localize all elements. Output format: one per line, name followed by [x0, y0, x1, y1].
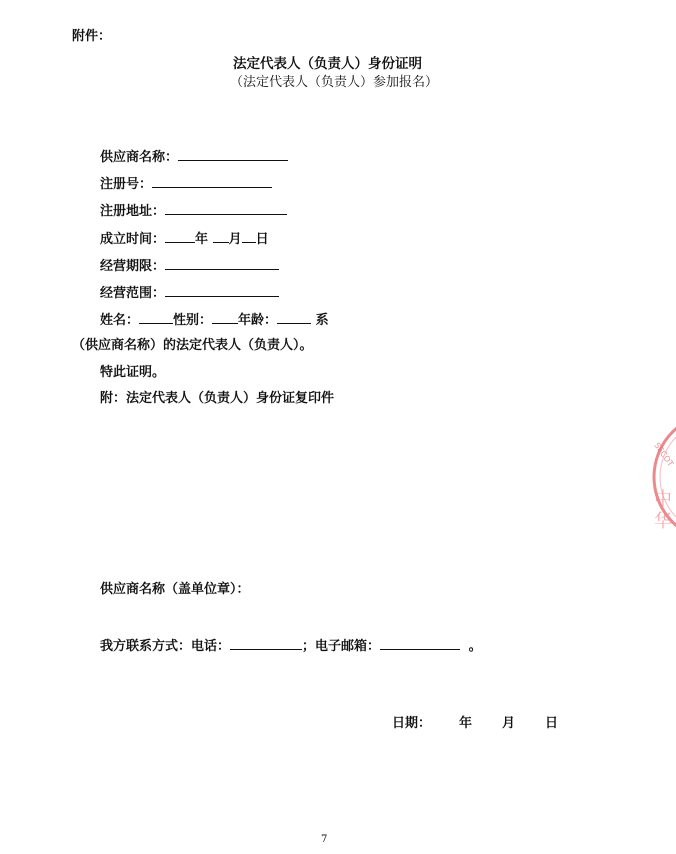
field-business-term-label: 经营期限：	[100, 259, 166, 274]
field-blank	[242, 230, 256, 243]
field-registration-no	[100, 175, 272, 193]
field-blank	[165, 284, 279, 297]
field-blank	[152, 175, 272, 188]
field-registered-address	[100, 202, 287, 220]
field-blank	[139, 311, 173, 324]
svg-text:中: 中	[654, 489, 672, 510]
red-seal-stamp	[640, 405, 676, 550]
attachment-note: 附：法定代表人（负责人）身份证复印件	[100, 391, 335, 406]
field-blank	[212, 311, 238, 324]
statement-line: （供应商名称）的法定代表人（负责人）。	[72, 338, 313, 353]
date-line	[392, 716, 558, 732]
date-year: 年	[459, 716, 473, 731]
seal-line: 供应商名称（盖单位章）：	[100, 582, 250, 597]
date-month: 月	[502, 716, 516, 731]
field-blank	[230, 637, 302, 650]
document-title: 法定代表人（负责人）身份证明	[233, 56, 422, 72]
contact-end: 。	[468, 639, 482, 654]
red-seal-stamp-graphic	[640, 405, 676, 550]
contact-email-label: ；电子邮箱：	[302, 639, 381, 654]
attachment-label: 附件：	[72, 29, 112, 44]
field-business-scope	[100, 284, 279, 302]
svg-text:SECOT: SECOT	[652, 440, 676, 469]
field-age-label: 年龄：	[238, 313, 278, 328]
field-name-label: 姓名：	[100, 313, 140, 328]
field-person	[100, 311, 329, 329]
contact-line	[100, 637, 482, 655]
document-subtitle: （法定代表人（负责人）参加报名）	[230, 75, 439, 90]
field-business-scope-label: 经营范围：	[100, 286, 166, 301]
month-label: 月	[228, 232, 242, 247]
field-blank	[165, 202, 287, 215]
contact-label: 我方联系方式：电话：	[100, 639, 231, 654]
field-supplier-name-label: 供应商名称：	[100, 150, 179, 165]
field-blank	[380, 637, 460, 650]
field-established	[100, 230, 269, 248]
field-registered-address-label: 注册地址：	[100, 204, 166, 219]
page-number: 7	[321, 834, 328, 845]
date-day: 日	[545, 716, 559, 731]
certify-line: 特此证明。	[100, 365, 166, 380]
field-established-label: 成立时间：	[100, 232, 166, 247]
field-supplier-name	[100, 148, 288, 166]
day-label: 日	[255, 232, 269, 247]
year-label: 年	[195, 232, 209, 247]
field-blank	[277, 311, 311, 324]
field-relation-label: 系	[315, 313, 329, 328]
field-blank	[165, 230, 195, 243]
svg-text:华: 华	[654, 511, 672, 532]
field-blank	[165, 257, 279, 270]
field-gender-label: 性别：	[173, 313, 213, 328]
date-label: 日期：	[392, 716, 432, 731]
field-registration-no-label: 注册号：	[100, 177, 153, 192]
field-business-term	[100, 257, 279, 275]
field-blank	[213, 230, 229, 243]
field-blank	[178, 148, 288, 161]
